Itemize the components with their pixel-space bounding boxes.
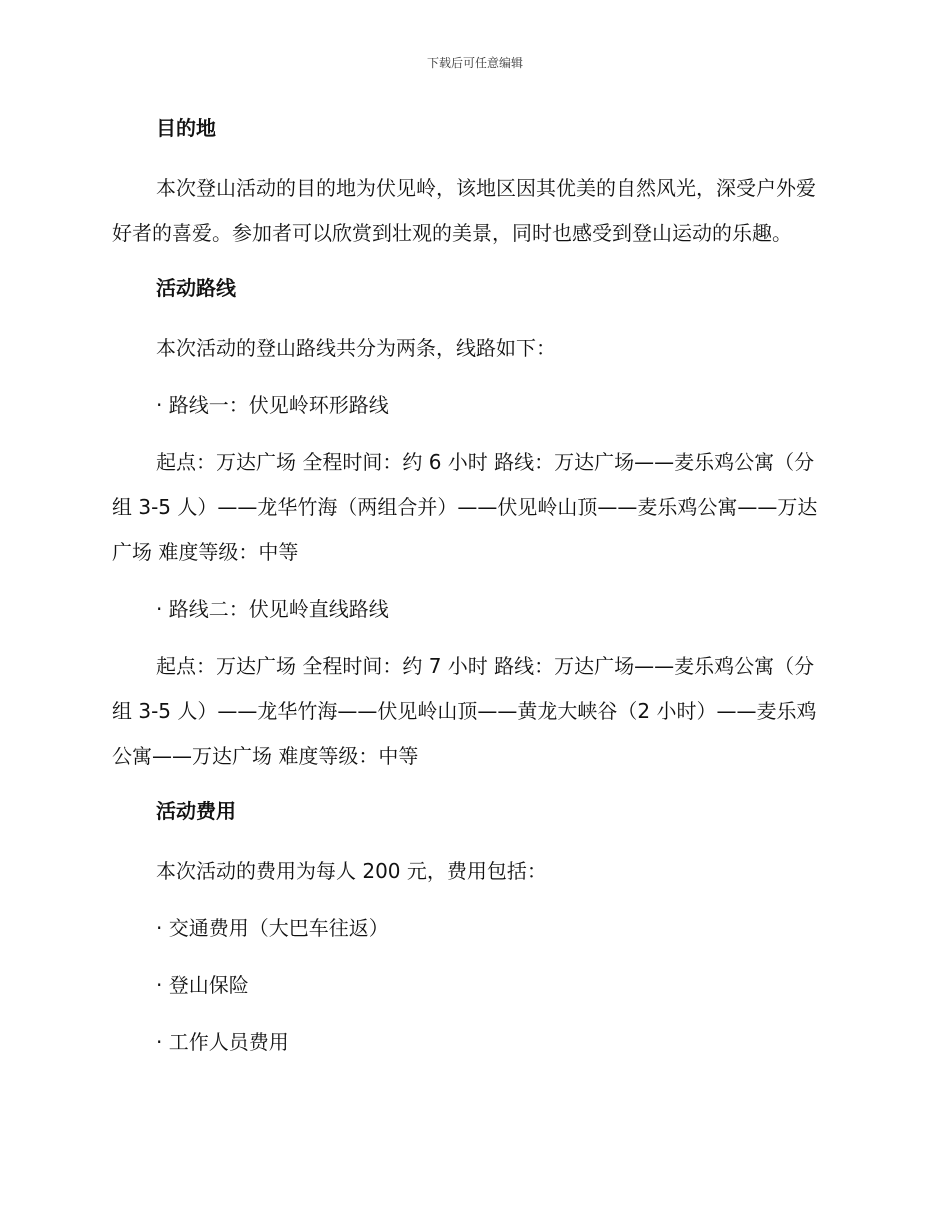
heading-route: 活动路线 (156, 276, 236, 300)
bullet-route-2: · 路线二：伏见岭直线路线 (156, 597, 389, 621)
bullet-cost-staff: · 工作人员费用 (156, 1030, 289, 1054)
bullet-cost-insurance: · 登山保险 (156, 973, 249, 997)
paragraph-route-intro: 本次活动的登山路线共分为两条，线路如下： (156, 336, 556, 360)
page-header: 下载后可任意编辑 (426, 56, 523, 70)
paragraph-route-2-detail: 起点：万达广场 全程时间：约 7 小时 路线：万达广场——麦乐鸡公寓（分组 3-5 人）——龙华竹海——伏见岭山顶——黄龙大峡谷（2 小时）——麦乐鸡公寓——万达广场 难度等级：中等 (112, 654, 817, 768)
paragraph-destination: 本次登山活动的目的地为伏见岭，该地区因其优美的自然风光，深受户外爱好者的喜爱。参加者可以欣赏到壮观的美景，同时也感受到登山运动的乐趣。 (112, 176, 816, 245)
heading-cost: 活动费用 (156, 799, 236, 823)
bullet-cost-transport: · 交通费用（大巴车往返） (156, 916, 389, 940)
document-body (112, 108, 832, 1077)
paragraph-route-1-detail: 起点：万达广场 全程时间：约 6 小时 路线：万达广场——麦乐鸡公寓（分组 3-5 人）——龙华竹海（两组合并）——伏见岭山顶——麦乐鸡公寓——万达广场 难度等级：中等 (112, 450, 818, 564)
bullet-route-1: · 路线一：伏见岭环形路线 (156, 393, 389, 417)
heading-destination: 目的地 (156, 116, 216, 140)
paragraph-cost-intro: 本次活动的费用为每人 200 元，费用包括： (156, 859, 547, 883)
